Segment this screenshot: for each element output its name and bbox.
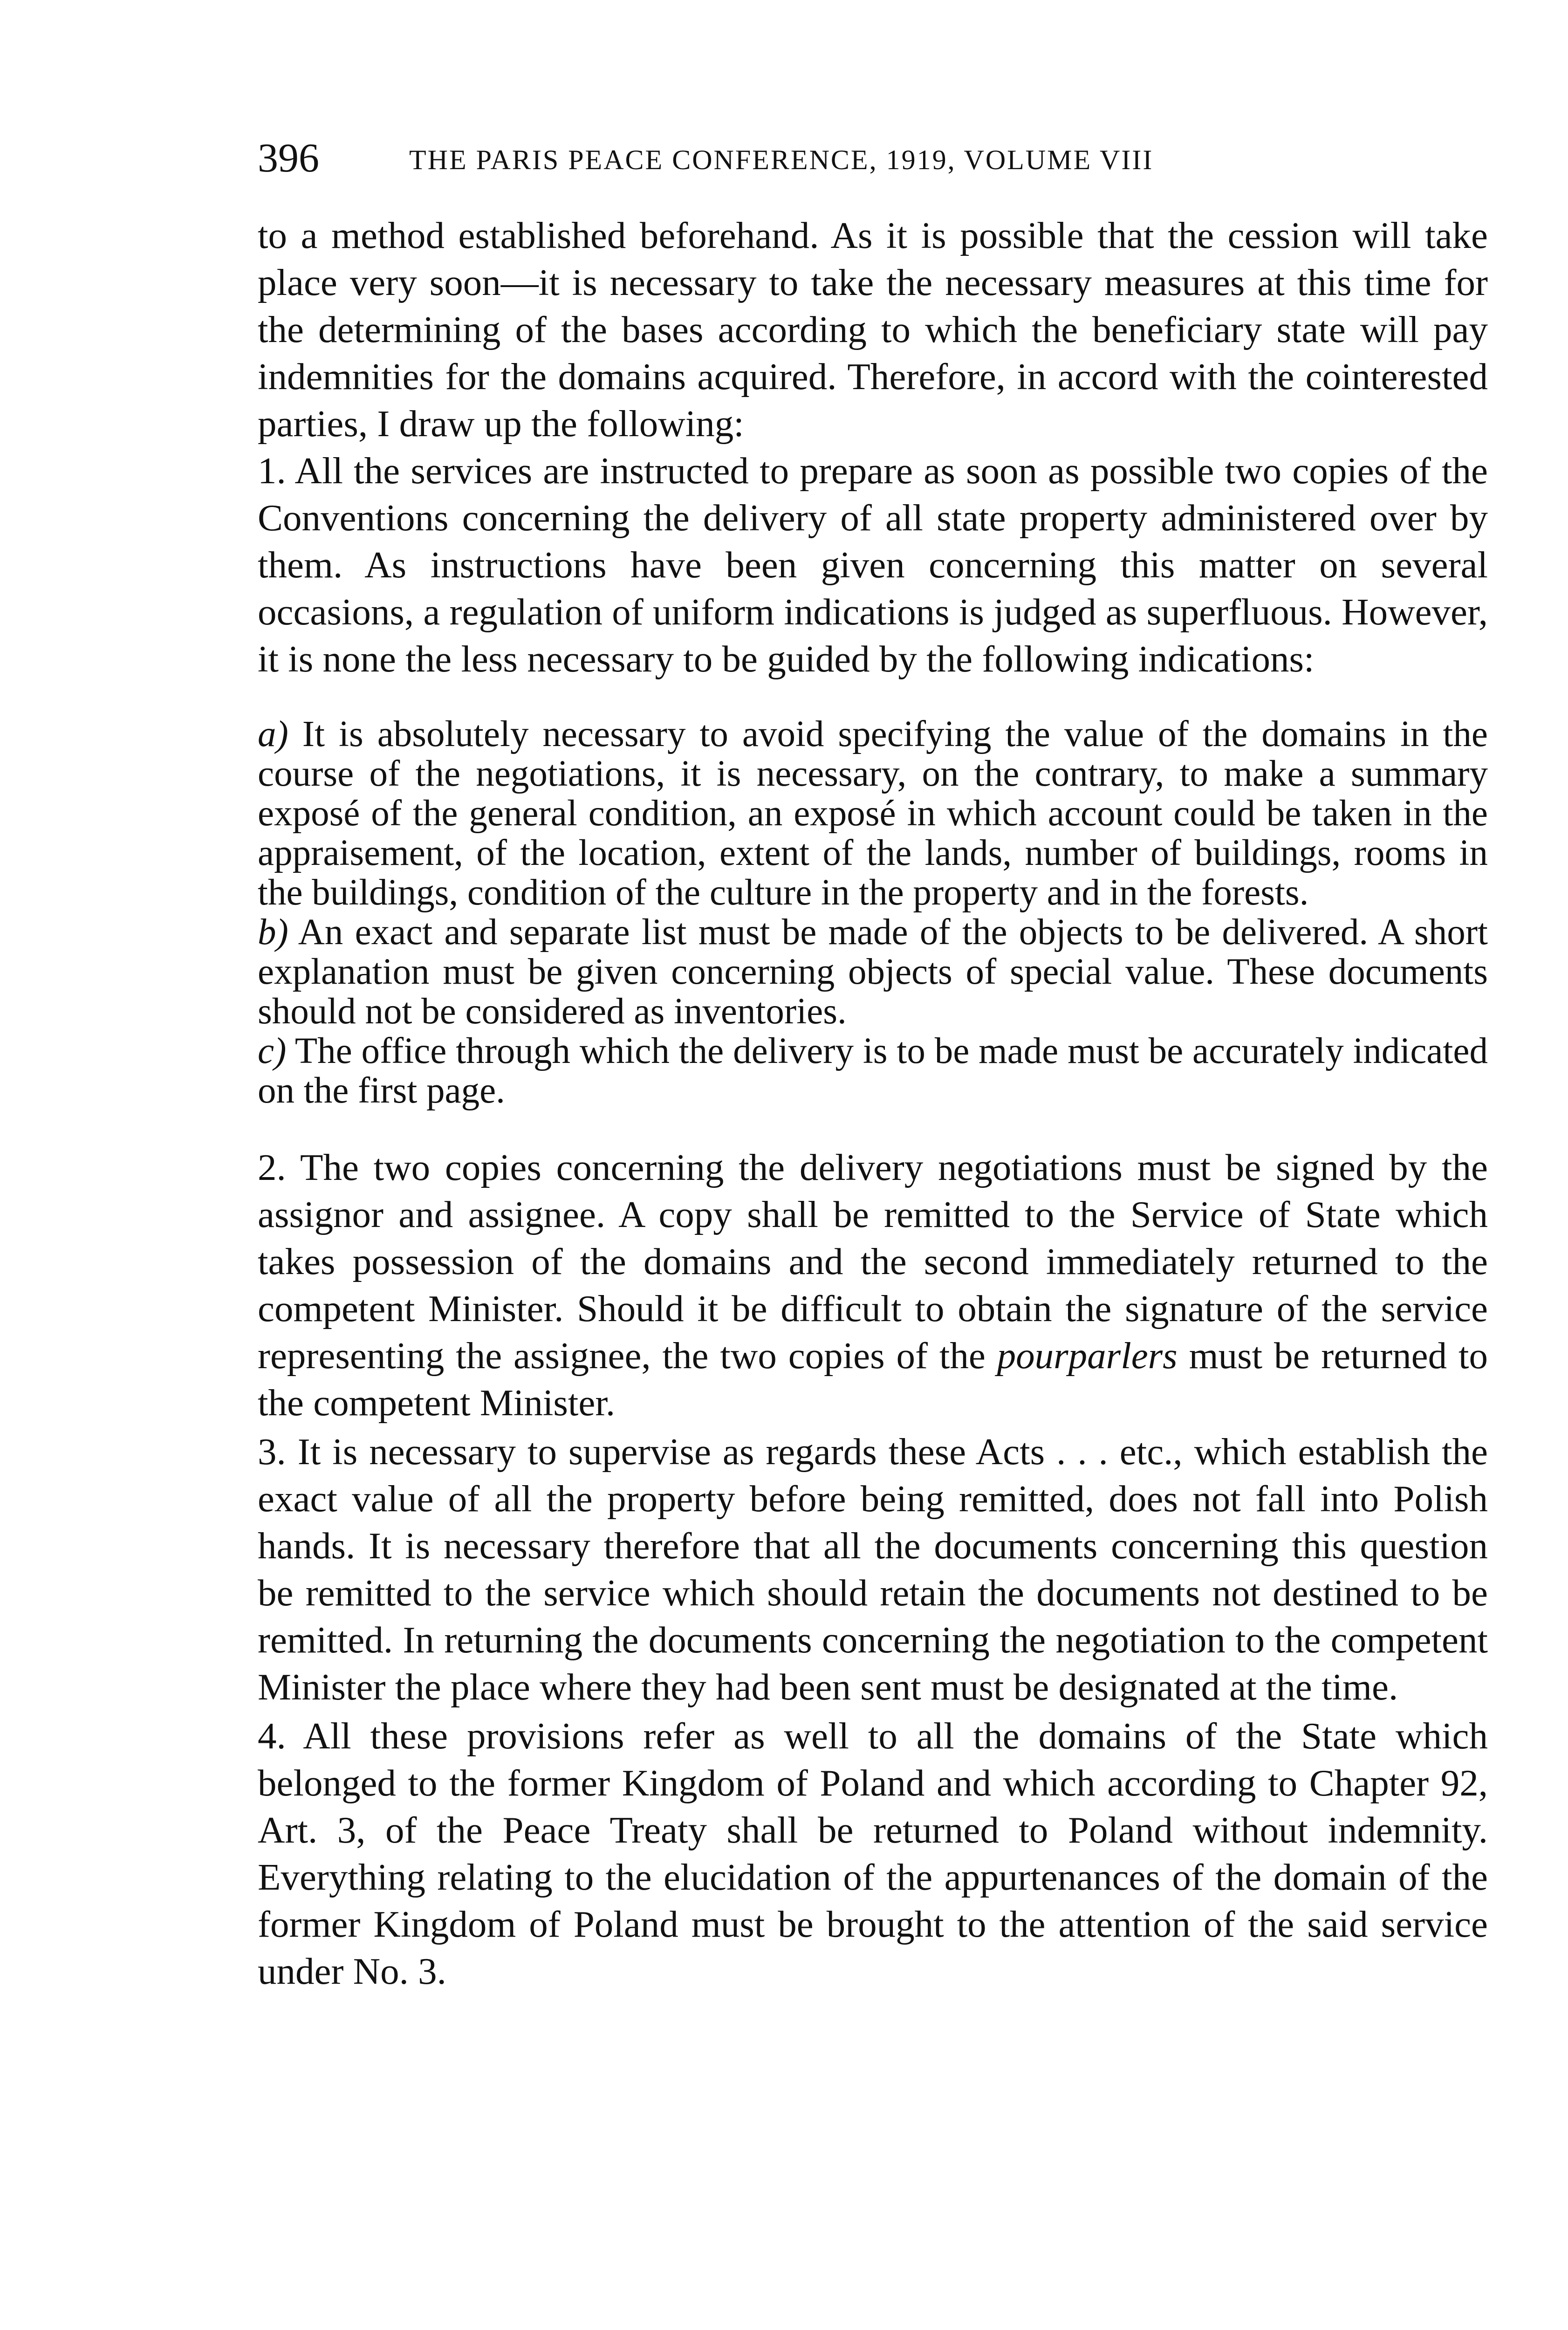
item-1-paragraph: 1. All the services are instructed to prepare as soon as possible two copies of the Conventions concerning the delivery of all state property administered over by them. As instructions have been given concerning this matter on several occasions, a regulation of uniform indications is judged as superfluous. However, it is none the less necessary to be guided by the following indications: [258, 450, 1488, 680]
sub-item-a-text: It is absolutely necessary to avoid specifying the value of the domains in the course of the negotiations, it is necessary, on the contrary, to make a summary exposé of the general condition, an exposé in which account could be taken in the appraisement, of the location, extent of the lands, number of buildings, rooms in the buildings, condition of the culture in the property and in the forests. [258, 714, 1488, 913]
sub-item-a-letter: a) [258, 714, 288, 754]
intro-paragraph: to a method established beforehand. As it is possible that the cession will take place very soon—it is necessary to take the necessary measures at this time for the determining of the bases according to which the beneficiary state will pay indemnities for the domains acquired. Therefore, in accord with the cointerested parties, I draw up the following: [258, 214, 1488, 445]
sub-item-a [258, 714, 1488, 912]
page-number: 396 [258, 136, 319, 181]
item-2-text-end: must be returned to the competent Minister. [258, 1335, 1488, 1424]
sub-item-c-letter: c) [258, 1031, 287, 1071]
item-2-text-start: 2. The two copies concerning the delivery negotiations must be signed by the assignor and assignee. A copy shall be remitted to the Service of State which takes possession of the domains and the second immediately returned to the competent Minister. Should it be difficult to obtain the signature of the service representing the assignee, the two copies of the [258, 1146, 1488, 1377]
page-header [258, 133, 1465, 184]
spacer [258, 1110, 1488, 1144]
running-head: THE PARIS PEACE CONFERENCE, 1919, VOLUME VIII [409, 144, 1154, 175]
item-3-paragraph: 3. It is necessary to supervise as regards these Acts . . . etc., which establish the exact value of all the property before being remitted, does not fall into Polish hands. It is necessary therefore that all the documents concerning this question be remitted to the service which should retain the documents not destined to be remitted. In returning the documents concerning the negotiation to the competent Minister the place where they had been sent must be designated at the time. [258, 1431, 1488, 1708]
sub-item-b-text: An exact and separate list must be made of the objects to be delivered. A short explanation must be given concerning objects of special value. These documents should not be considered as inventories. [258, 912, 1488, 1032]
sub-item-b [258, 912, 1488, 1031]
item-2-italic-term: pourparlers [997, 1335, 1178, 1377]
item-4-paragraph: 4. All these provisions refer as well to all the domains of the State which belonged to the former Kingdom of Poland and which according to Chapter 92, Art. 3, of the Peace Treaty shall be returned to Poland without indemnity. Everything relating to the elucidation of the appurtenances of the domain of the former Kingdom of Poland must be brought to the attention of the said service under No. 3. [258, 1715, 1488, 1992]
spacer [258, 683, 1488, 714]
body-text [258, 212, 1488, 1995]
sub-item-b-letter: b) [258, 912, 288, 953]
sub-item-c-text: The office through which the delivery is to be made must be accurately indicated on the first page. [258, 1031, 1488, 1111]
item-2-paragraph [258, 1144, 1488, 1426]
sub-item-c [258, 1031, 1488, 1110]
